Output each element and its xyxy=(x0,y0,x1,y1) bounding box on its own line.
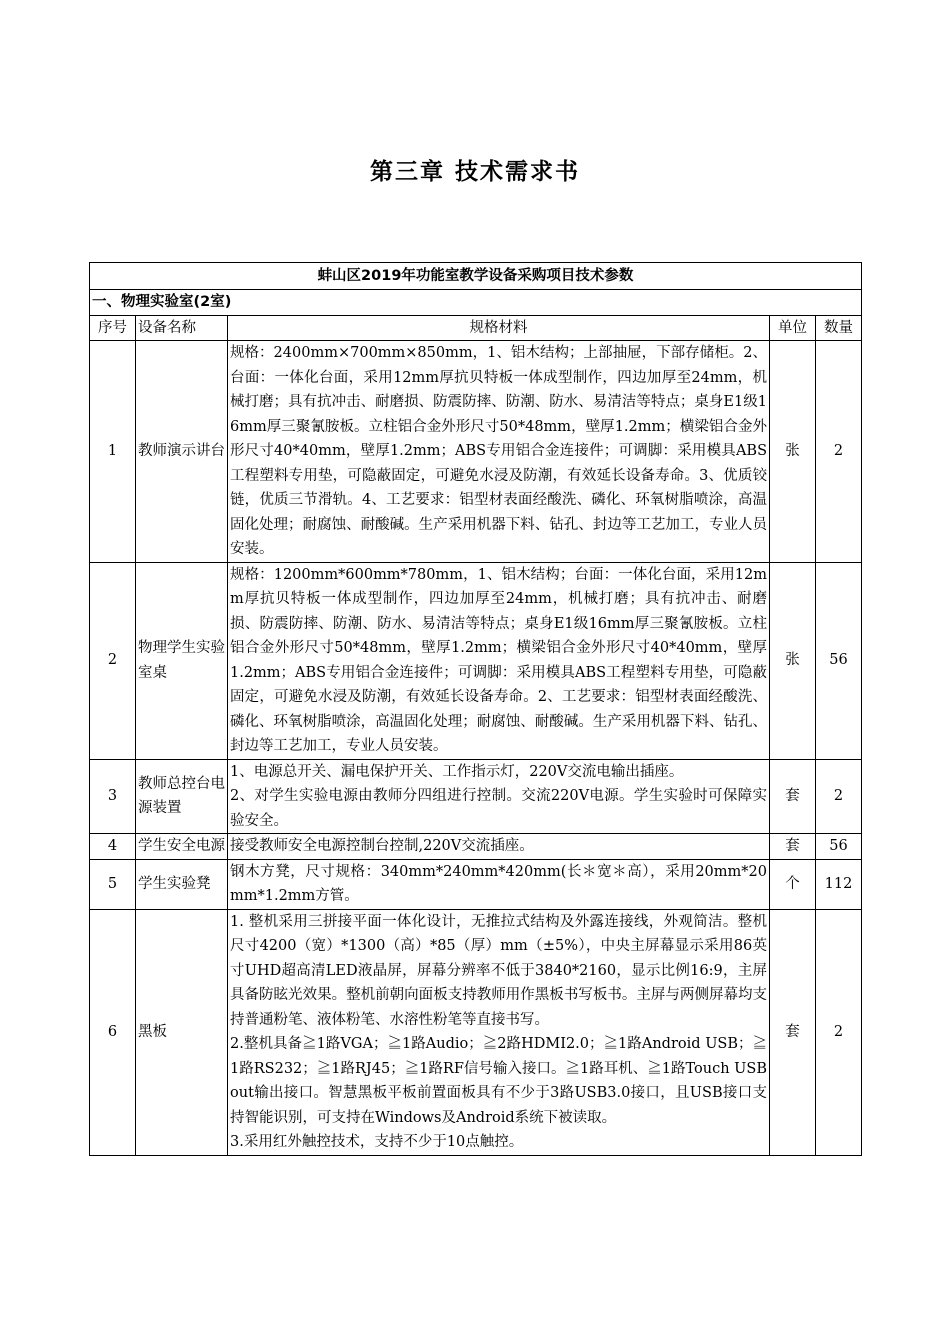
table-row xyxy=(90,341,862,563)
row-name: 教师总控台电源装置 xyxy=(136,759,228,834)
table-row xyxy=(90,834,862,860)
row-no: 1 xyxy=(90,341,136,563)
row-no: 5 xyxy=(90,859,136,909)
row-qty: 56 xyxy=(816,562,862,759)
row-unit: 套 xyxy=(770,909,816,1155)
header-name: 设备名称 xyxy=(136,315,228,341)
row-no: 4 xyxy=(90,834,136,860)
row-qty: 56 xyxy=(816,834,862,860)
row-no: 2 xyxy=(90,562,136,759)
row-name: 学生实验凳 xyxy=(136,859,228,909)
section-heading: 一、物理实验室(2室) xyxy=(90,290,862,316)
table-row xyxy=(90,759,862,834)
chapter-title: 第三章 技术需求书 xyxy=(369,159,580,185)
spec-line: 1. 整机采用三拼接平面一体化设计，无推拉式结构及外露连接线，外观简洁。整机尺寸4200（宽）*1300（高）*85（厚）mm（±5%），中央主屏幕显示采用86英寸UHD超高清LED液晶屏，屏幕分辨率不低于3840*2160，显示比例16:9，主屏具备防眩光效果。整机前朝向面板支持教师用作黑板书写板书。主屏与两侧屏幕均支持普通粉笔、液体粉笔、水溶性粉笔等直接书写。 xyxy=(230,913,767,1028)
row-unit: 个 xyxy=(770,859,816,909)
row-unit: 张 xyxy=(770,341,816,563)
spec-line: 2、对学生实验电源由教师分四组进行控制。交流220V电源。学生实验时可保障实验安全。 xyxy=(230,788,767,829)
row-spec: 规格：2400mm×700mm×850mm，1、铝木结构；上部抽屉，下部存储柜。2、台面：一体化台面，采用12mm厚抗贝特板一体成型制作，四边加厚至24mm，机械打磨；具有抗冲击、耐磨损、防震防摔、防潮、防水、易清洁等特点；桌身E1级16mm厚三聚氰胺板。立柱铝合金外形尺寸50*48mm，壁厚1.2mm；横梁铝合金外形尺寸40*40mm，壁厚1.2mm；ABS专用铝合金连接件；可调脚：采用模具ABS工程塑料专用垫，可隐蔽固定，可避免水浸及防潮，有效延长设备寿命。3、优质铰链，优质三节滑轨。4、工艺要求：铝型材表面经酸洗、磷化、环氧树脂喷涂，高温固化处理；耐腐蚀、耐酸碱。生产采用机器下料、钻孔、封边等工艺加工，专业人员安装。 xyxy=(228,341,770,563)
table-row xyxy=(90,859,862,909)
spec-line: 1、电源总开关、漏电保护开关、工作指示灯，220V交流电输出插座。 xyxy=(230,763,684,780)
row-spec: 接受教师安全电源控制台控制,220V交流插座。 xyxy=(228,834,770,860)
row-name: 黑板 xyxy=(136,909,228,1155)
row-name: 教师演示讲台 xyxy=(136,341,228,563)
header-no: 序号 xyxy=(90,315,136,341)
row-qty: 112 xyxy=(816,859,862,909)
spec-table xyxy=(89,262,862,1156)
row-no: 3 xyxy=(90,759,136,834)
row-unit: 套 xyxy=(770,759,816,834)
row-spec: 钢木方凳，尺寸规格：340mm*240mm*420mm(长＊宽＊高），采用20mm*20mm*1.2mm方管。 xyxy=(228,859,770,909)
row-spec xyxy=(228,909,770,1155)
table-row xyxy=(90,909,862,1155)
row-qty: 2 xyxy=(816,759,862,834)
table-row xyxy=(90,562,862,759)
spec-line: 2.整机具备≧1路VGA；≧1路Audio；≧2路HDMI2.0；≧1路Android USB；≧1路RS232；≧1路RJ45；≧1路RF信号输入接口。≧1路耳机、≧1路Touch USB out输出接口。智慧黑板平板前置面板具有不少于3路USB3.0接口，且USB接口支持智能识别，可支持在Windows及Android系统下被读取。 xyxy=(230,1036,767,1126)
row-unit: 张 xyxy=(770,562,816,759)
row-no: 6 xyxy=(90,909,136,1155)
row-spec: 规格：1200mm*600mm*780mm，1、铝木结构；台面：一体化台面，采用12mm厚抗贝特板一体成型制作，四边加厚至24mm，机械打磨；具有抗冲击、耐磨损、防震防摔、防潮、防水、易清洁等特点；桌身E1级16mm厚三聚氰胺板。立柱铝合金外形尺寸50*48mm，壁厚1.2mm；横梁铝合金外形尺寸40*40mm，壁厚1.2mm；ABS专用铝合金连接件；可调脚：采用模具ABS工程塑料专用垫，可隐蔽固定，可避免水浸及防潮，有效延长设备寿命。2、工艺要求：铝型材表面经酸洗、磷化、环氧树脂喷涂，高温固化处理；耐腐蚀、耐酸碱。生产采用机器下料、钻孔、封边等工艺加工，专业人员安装。 xyxy=(228,562,770,759)
table-caption: 蚌山区2019年功能室教学设备采购项目技术参数 xyxy=(90,263,862,290)
header-qty: 数量 xyxy=(816,315,862,341)
spec-line: 3.采用红外触控技术，支持不少于10点触控。 xyxy=(230,1134,524,1150)
header-unit: 单位 xyxy=(770,315,816,341)
row-spec xyxy=(228,759,770,834)
row-qty: 2 xyxy=(816,341,862,563)
row-unit: 套 xyxy=(770,834,816,860)
header-spec: 规格材料 xyxy=(228,315,770,341)
row-qty: 2 xyxy=(816,909,862,1155)
row-name: 物理学生实验室桌 xyxy=(136,562,228,759)
row-name: 学生安全电源 xyxy=(136,834,228,860)
table-header-row xyxy=(90,315,862,341)
